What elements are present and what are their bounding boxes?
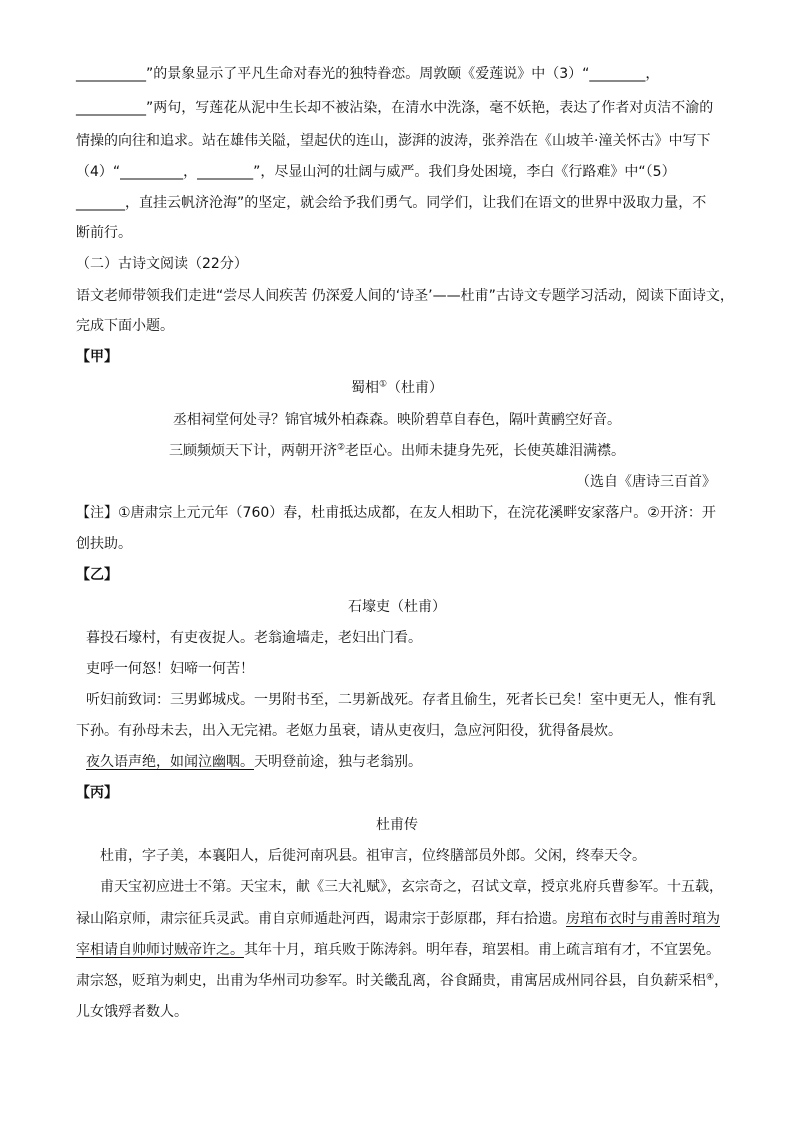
prose-title-dufuzhuan: 杜甫传 (376, 817, 418, 833)
bing-para-2-line-3 (76, 940, 720, 960)
intro-line-1: 语文老师带领我们走进“尝尽人间疾苦 仍深爱人间的‘诗圣’——杜甫”古诗文专题学习活动，阅读下面诗文， (76, 288, 734, 304)
poem-line-2-part-b: 老臣心。出师未捷身先死，长使英雄泪满襟。 (345, 443, 626, 459)
fill-blank-line-4: （4）“_________，________”，尽显山河的壮阔与威严。我们身处困境，李白《行路难》中“（5） (76, 164, 676, 180)
note-line-2: 创扶助。 (76, 536, 132, 552)
poem-author: （杜甫） (387, 380, 444, 396)
poem-title-shihaoli: 石壕吏（杜甫） (348, 599, 446, 615)
shihaoli-para-3-line-2: 下孙。有孙母未去，出入无完裙。老妪力虽衰，请从吏夜归，急应河阳役，犹得备晨炊。 (76, 723, 622, 739)
section-heading: （二）古诗文阅读（22分） (76, 256, 248, 272)
bing-line-4-comma: ， (714, 973, 729, 989)
shihaoli-para-3-line-1: 听妇前致词：三男邺城戍。一男附书至，二男新战死。存者且偷生，死者长已矣！室中更无人，惟有乳 (86, 692, 716, 708)
fill-blank-line-3: 情操的向往和追求。站在雄伟关隘，望起伏的连山，澎湃的波涛，张养浩在《山坡羊·潼关怀古》中写下 (76, 133, 711, 149)
footnote-marker-1: ① (378, 379, 388, 390)
shihaoli-para-2: 吏呼一何怒！妇啼一何苦！ (86, 661, 254, 677)
bing-para-2-line-4 (76, 971, 729, 991)
shihaoli-para-1: 暮投石壕村，有吏夜捉人。老翁逾墙走，老妇出门看。 (86, 630, 422, 646)
fill-blank-line-6: 断前行。 (76, 225, 132, 241)
label-yi: 【乙】 (76, 567, 118, 583)
poem-title-shuxiang (0, 378, 794, 398)
underlined-sentence-part-1: 房琯布衣时与甫善时琯为 (566, 911, 720, 927)
shihaoli-para-4 (86, 752, 726, 772)
underlined-sentence-part-2: 宰相请自帅师讨贼帝许之。 (76, 942, 244, 958)
footnote-marker-2: ② (336, 442, 346, 453)
bing-line-4-text: 肃宗怒，贬琯为刺史，出甫为华州司功参军。时关畿乱离，谷食踊贵，甫寓居成州同谷县，自负薪采梠 (76, 973, 706, 989)
bing-para-2-line-2 (76, 909, 720, 929)
label-jia: 【甲】 (76, 349, 118, 365)
fill-blank-line-5: _______，直挂云帆济沧海”的坚定，就会给予我们勇气。同学们，让我们在语文的世界中汲取力量，不 (76, 195, 707, 211)
footnote-marker-4: ④ (706, 972, 715, 983)
fill-blank-line-1: __________”的景象显示了平凡生命对春光的独特眷恋。周敦颐《爱莲说》中（3）“________， (76, 66, 660, 82)
label-bing: 【丙】 (76, 785, 118, 801)
shihaoli-para-4-rest: 天明登前途，独与老翁别。 (254, 754, 422, 770)
bing-para-2-line-1: 甫天宝初应进士不第。天宝末，献《三大礼赋》，玄宗奇之，召试文章，授京兆府兵曹参军。十五载， (100, 879, 723, 895)
poem-line-2 (0, 441, 794, 461)
poem-line-2-part-a: 三顾频烦天下计，两朝开济 (168, 443, 337, 459)
underlined-sentence: 夜久语声绝，如闻泣幽咽。 (86, 754, 254, 770)
bing-line-2-plain: 禄山陷京师，肃宗征兵灵武。甫自京师遁赴河西，谒肃宗于彭原郡，拜右拾遗。 (76, 911, 566, 927)
intro-line-2: 完成下面小题。 (76, 318, 174, 334)
note-line-1: 【注】①唐肃宗上元元年（760）春，杜甫抵达成都，在友人相助下，在浣花溪畔安家落户。②开济：开 (76, 505, 716, 521)
bing-line-3-plain: 其年十月，琯兵败于陈涛斜。明年春，琯罢相。甫上疏言琯有才，不宜罢免。 (244, 942, 720, 958)
fill-blank-line-2: __________”两句，写莲花从泥中生长却不被沾染，在清水中洗涤，毫不妖艳，表达了作者对贞洁不渝的 (76, 100, 714, 116)
poem-source: （选自《唐诗三百首》 (576, 474, 716, 490)
bing-para-1: 杜甫，字子美，本襄阳人，后徙河南巩县。祖审言，位终膳部员外郎。父闲，终奉天令。 (100, 848, 646, 864)
poem-title-text: 蜀相 (350, 380, 379, 396)
poem-line-1: 丞相祠堂何处寻？锦官城外柏森森。映阶碧草自春色，隔叶黄鹂空好音。 (173, 412, 621, 428)
bing-para-2-line-5: 儿女饿殍者数人。 (76, 1004, 188, 1020)
